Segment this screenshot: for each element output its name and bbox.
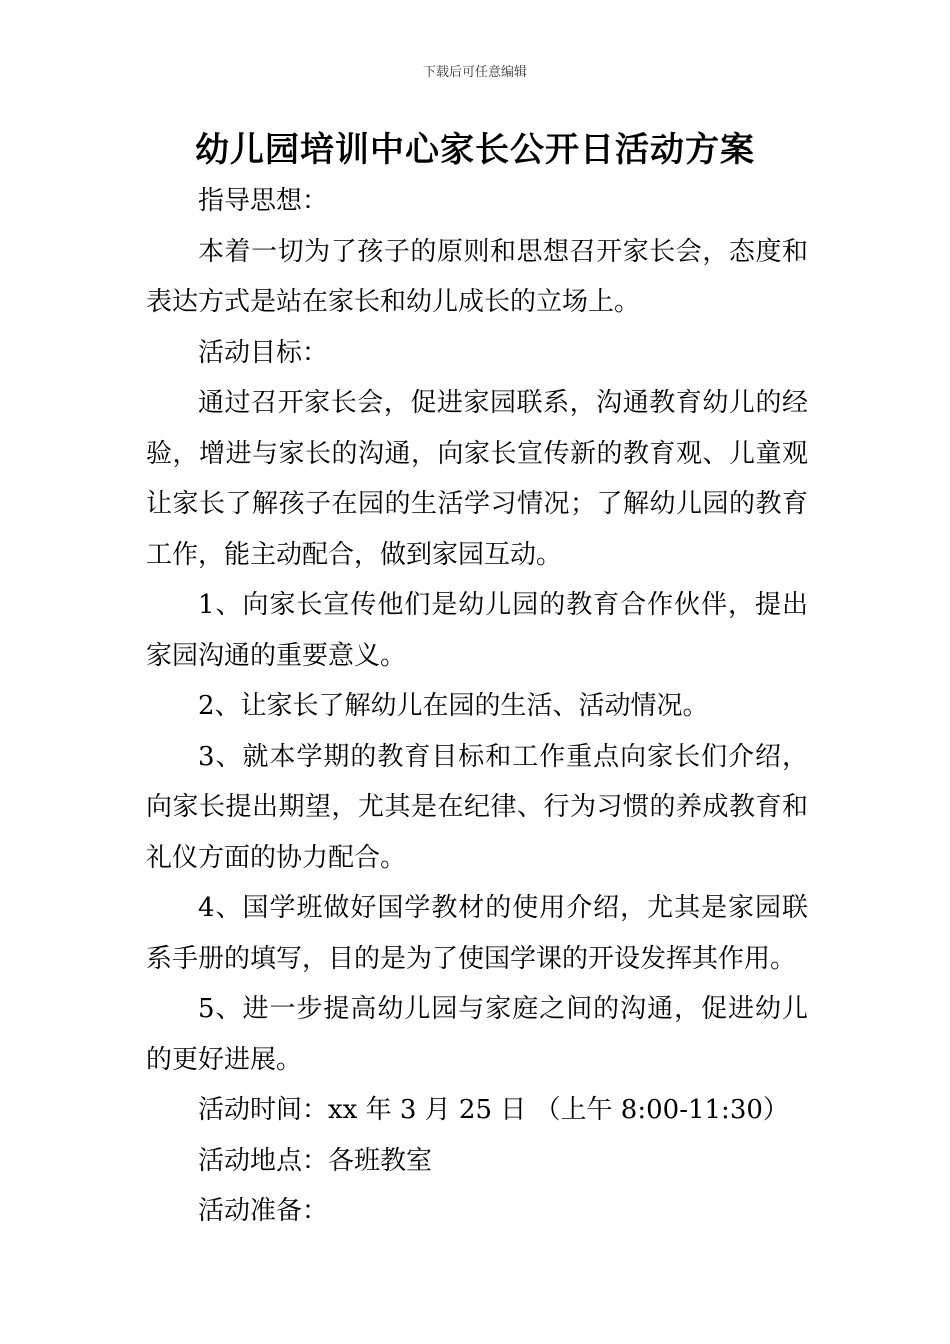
document-title: 幼儿园培训中心家长公开日活动方案 — [195, 130, 755, 170]
list-item-goal-5: 5、进一步提高幼儿园与家庭之间的沟通，促进幼儿的更好进展。 — [146, 994, 808, 1075]
document-body — [146, 176, 808, 1237]
list-item-goal-2: 2、让家长了解幼儿在园的生活、活动情况。 — [198, 691, 709, 721]
list-item-goal-3: 3、就本学期的教育目标和工作重点向家长们介绍，向家长提出期望，尤其是在纪律、行为习惯的养成教育和礼仪方面的协力配合。 — [146, 741, 808, 873]
paragraph-activity-goals: 通过召开家长会，促进家园联系，沟通教育幼儿的经验，增进与家长的沟通，向家长宣传新的教育观、儿童观让家长了解孩子在园的生活学习情况；了解幼儿园的教育工作，能主动配合，做到家园互动。 — [146, 388, 808, 570]
activity-time: 活动时间：xx 年 3 月 25 日 （上午 8:00-11:30） — [198, 1095, 789, 1125]
activity-location: 活动地点：各班教室 — [198, 1145, 433, 1176]
list-item-goal-4: 4、国学班做好国学教材的使用介绍，尤其是家园联系手册的填写，目的是为了使国学课的开设发挥其作用。 — [146, 893, 808, 974]
heading-activity-preparation: 活动准备： — [198, 1196, 329, 1226]
heading-guiding-idea: 指导思想： — [198, 186, 329, 216]
list-item-goal-1: 1、向家长宣传他们是幼儿园的教育合作伙伴，提出家园沟通的重要意义。 — [146, 590, 808, 671]
page-header-note: 下载后可任意编辑 — [422, 65, 527, 80]
paragraph-guiding-idea: 本着一切为了孩子的原则和思想召开家长会，态度和表达方式是站在家长和幼儿成长的立场上。 — [146, 236, 808, 317]
heading-activity-goals: 活动目标： — [198, 337, 329, 368]
